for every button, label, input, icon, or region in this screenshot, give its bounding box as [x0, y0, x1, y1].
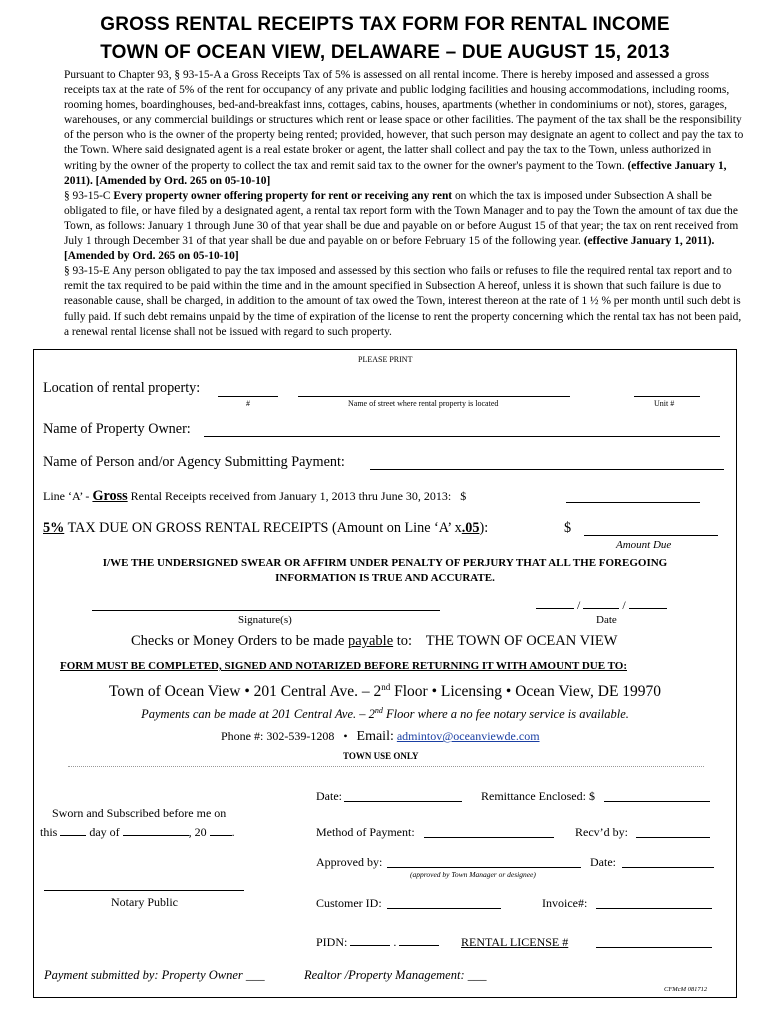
- sworn-year-field[interactable]: [210, 825, 232, 836]
- affirm-line-1: I/WE THE UNDERSIGNED SWEAR OR AFFIRM UNDER PENALTY OF PERJURY THAT ALL THE FOREGOING: [102, 557, 668, 569]
- must-complete-notice: FORM MUST BE COMPLETED, SIGNED AND NOTARIZED BEFORE RETURNING IT WITH AMOUNT DUE TO:: [60, 660, 627, 672]
- form-title-line-2: TOWN OF OCEAN VIEW, DELAWARE – DUE AUGUST 15, 2013: [100, 42, 670, 63]
- street-caption: Name of street where rental property is located: [348, 399, 499, 408]
- owner-field[interactable]: [204, 423, 720, 437]
- unit-caption: Unit #: [654, 399, 675, 408]
- sworn-line-2: this day of , 20 .: [40, 825, 235, 839]
- paragraph-93-15-e: § 93-15-E Any person obligated to pay the tax imposed and assessed by this section who fails or refuses to file the required rental tax report and to remit the tax required to be paid within the time and in the amount specified in Subsection A hereof, unless it is shown that such failure is due to reasonable cause, shall be charged, in addition to the amount of tax owed the Town, interest thereon at the rate of 1 ½ % per month until such debt is fully paid. If such debt remains unpaid by the time of expiration of the license to rent the property concerning which the rental tax has not been paid, a renewal rental license shall not be issued with regard to such property.: [64, 265, 742, 338]
- invoice-label: Invoice#:: [542, 896, 588, 910]
- contact-line: Phone #: 302-539-1208 • Email: admintov@oceanviewde.com: [221, 729, 540, 744]
- approved-date-label: Date:: [590, 855, 616, 869]
- sworn-day-field[interactable]: [60, 825, 86, 836]
- notary-signature-field[interactable]: [44, 880, 244, 891]
- submitter-field[interactable]: [370, 456, 724, 470]
- tax-due-amount-field[interactable]: [584, 522, 718, 536]
- form-title-line-1: GROSS RENTAL RECEIPTS TAX FORM FOR RENTAL INCOME: [100, 14, 670, 35]
- town-use-divider: [68, 766, 704, 767]
- location-street-field[interactable]: [298, 383, 570, 397]
- pidn-field-1[interactable]: [350, 935, 390, 946]
- pidn-line: PIDN: .: [316, 935, 439, 950]
- hash-caption: #: [246, 399, 250, 408]
- sworn-month-field[interactable]: [123, 825, 189, 836]
- remittance-label: Remittance Enclosed: $: [481, 789, 595, 803]
- amount-due-caption: Amount Due: [616, 539, 672, 551]
- date-month-field[interactable]: [536, 598, 574, 609]
- town-date-field[interactable]: [344, 790, 462, 802]
- affirm-line-2: INFORMATION IS TRUE AND ACCURATE.: [275, 572, 495, 584]
- signature-caption: Signature(s): [238, 614, 292, 626]
- sworn-line-1: Sworn and Subscribed before me on: [52, 806, 227, 820]
- remittance-field[interactable]: [604, 790, 710, 802]
- recvd-field[interactable]: [636, 826, 710, 838]
- date-caption: Date: [596, 614, 617, 626]
- date-year-field[interactable]: [629, 598, 667, 609]
- payment-submitted-by: Payment submitted by: Property Owner ___: [44, 968, 265, 982]
- please-print-label: PLEASE PRINT: [358, 355, 413, 364]
- tax-dollar-sign: $: [564, 520, 572, 536]
- realtor-option: Realtor /Property Management: ___: [304, 968, 487, 982]
- location-number-field[interactable]: [218, 383, 278, 397]
- approved-date-field[interactable]: [622, 856, 714, 868]
- rental-license-label: RENTAL LICENSE #: [461, 935, 569, 949]
- customer-id-label: Customer ID:: [316, 896, 382, 910]
- tax-due-line: 5% TAX DUE ON GROSS RENTAL RECEIPTS (Amount on Line ‘A’ x.05):: [43, 520, 489, 536]
- date-day-field[interactable]: [583, 598, 619, 609]
- paragraph-93-15-a: Pursuant to Chapter 93, § 93-15-A a Gross Receipts Tax of 5% is assessed on all rental income. There is hereby imposed and assessed a gross receipts tax at the rate of 5% of the rent for occupancy of any private and public lodging facilities and housing accommodations, including rooms, rooming homes, boardinghouses, bed-and-breakfast inns, cottages, cabins, houses, apartments (whether in condominiums or not), stores, garages, warehouses, or any commercial buildings or structures which rent or lease space or other facilities. The payment of the tax shall be the responsibility of the person who is the owner of the property being rented; provided, however, that such person may designate an agent to collect and pay the tax to the Town. Where said designated agent is a real estate broker or agent, the latter shall collect and pay the tax to the Town, unless authorized in writing by the owner of the property to collect the tax and remit said tax to the owner for the owner's payment to the Town. (effective January 1, 2011). [Amended by Ord. 265 on 05-10-10]: [64, 69, 744, 187]
- recvd-label: Recv’d by:: [575, 825, 628, 839]
- customer-id-field[interactable]: [387, 897, 501, 909]
- signature-field[interactable]: [92, 600, 440, 611]
- town-date-label: Date:: [316, 789, 342, 803]
- date-field[interactable]: / /: [536, 598, 667, 613]
- paragraph-93-15-c: § 93-15-C Every property owner offering property for rent or receiving any rent on which the tax is imposed under Subsection A shall be obligated to file, or have filed by a designated agent, a rental tax report form with the Town Manager and to pay the Town the amount of tax due the Town, as follows: January 1 through June 30 of that year shall be due and payable on or before August 15 of that year; the tax on rent received from July 1 through December 31 of that year shall be due and payable on or before February 15 of the following year. (effective January 1, 2011). [Amended by Ord. 265 on 05-10-10]: [64, 189, 739, 263]
- owner-label: Name of Property Owner:: [43, 421, 191, 437]
- line-a: Line ‘A’ - Gross Rental Receipts received from January 1, 2013 thru June 30, 2013: $: [43, 488, 467, 504]
- submitter-label: Name of Person and/or Agency Submitting Payment:: [43, 454, 345, 470]
- mailing-address: Town of Ocean View • 201 Central Ave. – 2nd Floor • Licensing • Ocean View, DE 19970: [108, 682, 662, 701]
- approved-caption: (approved by Town Manager or designee): [410, 870, 536, 879]
- town-use-only-label: TOWN USE ONLY: [343, 751, 419, 761]
- method-field[interactable]: [424, 826, 554, 838]
- line-a-amount-field[interactable]: [566, 489, 700, 503]
- invoice-field[interactable]: [596, 897, 712, 909]
- location-label: Location of rental property:: [43, 380, 201, 396]
- intro-section: [28, 68, 744, 340]
- payment-location-note: Payments can be made at 201 Central Ave. – 2nd Floor where a no fee notary service is available.: [141, 706, 629, 722]
- method-label: Method of Payment:: [316, 825, 415, 839]
- pidn-field-2[interactable]: [399, 935, 439, 946]
- approved-field[interactable]: [387, 856, 581, 868]
- approved-label: Approved by:: [316, 855, 383, 869]
- checks-line: Checks or Money Orders to be made payable to: THE TOWN OF OCEAN VIEW: [131, 633, 618, 649]
- form-code: CFMcM 081712: [664, 986, 708, 993]
- email-link[interactable]: admintov@oceanviewde.com: [396, 729, 540, 743]
- notary-caption: Notary Public: [111, 895, 178, 909]
- location-unit-field[interactable]: [634, 383, 700, 397]
- rental-license-field[interactable]: [596, 936, 712, 948]
